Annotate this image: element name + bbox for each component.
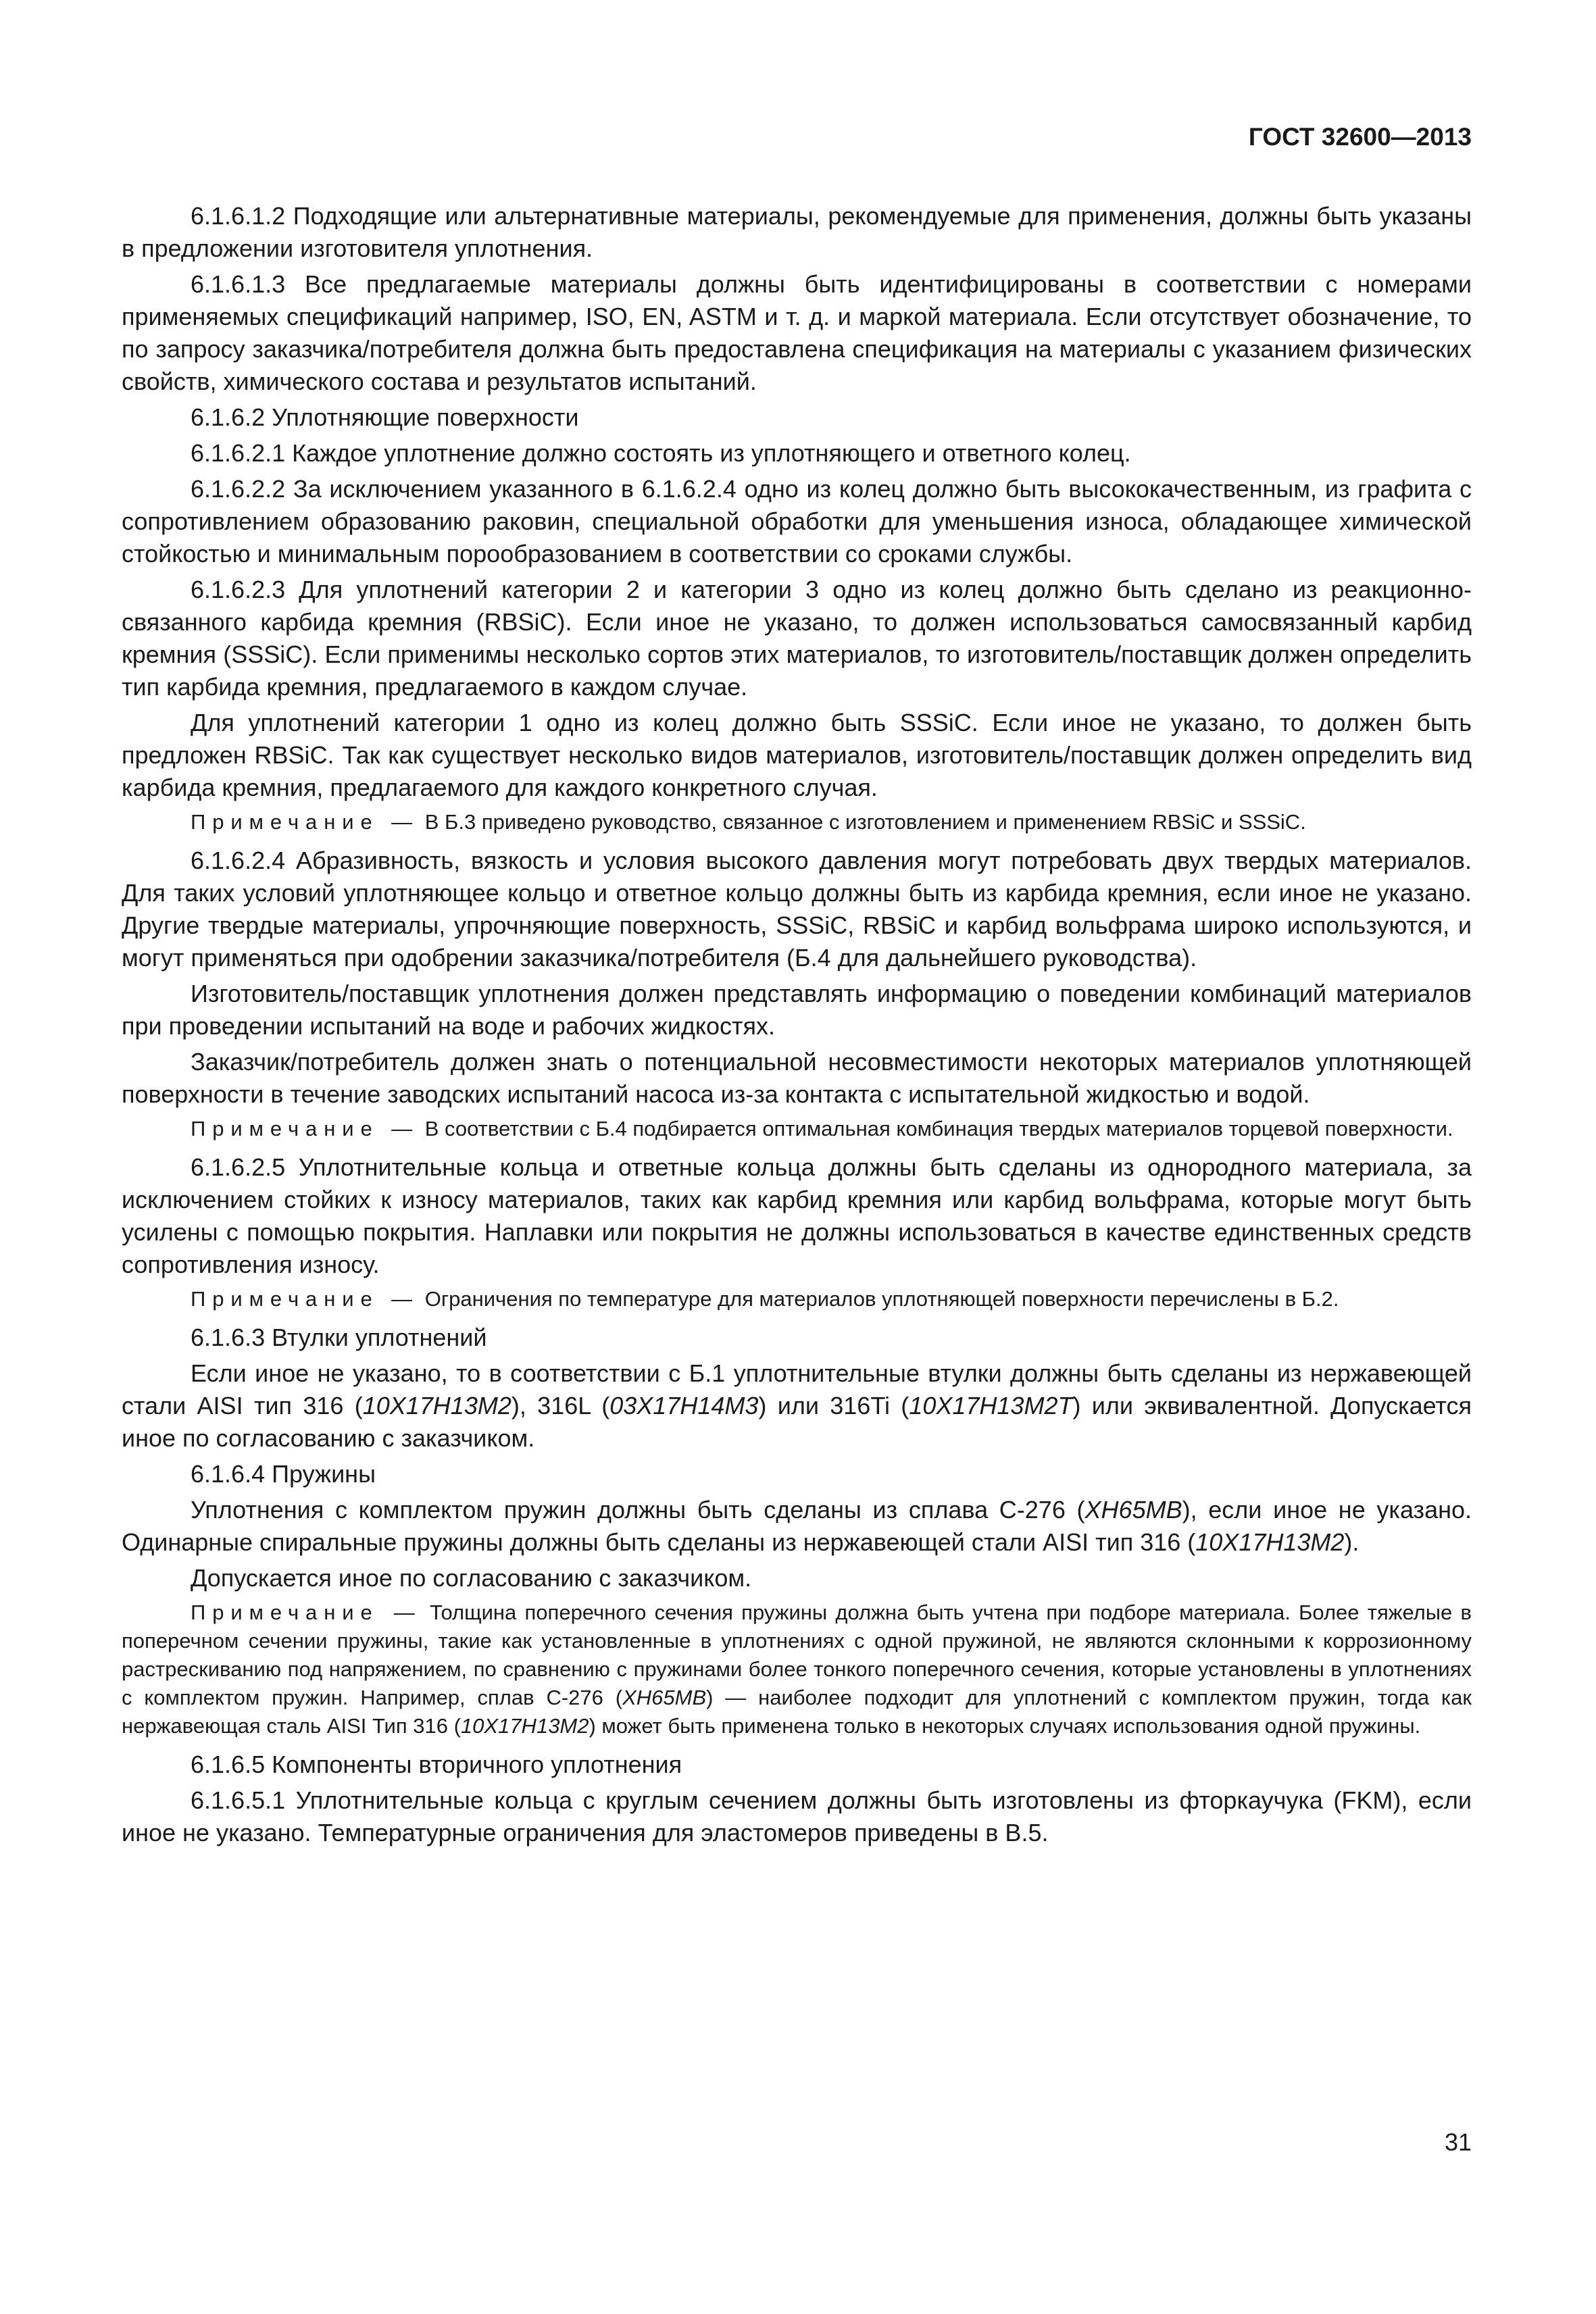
paragraph-6-1-6-2-4: 6.1.6.2.4 Абразивность, вязкость и условия высокого давления могут потребовать двух твердых материалов. Для таких условий уплотняющее кольцо и ответное кольцо должны быть из карбида кремния, если иное не указано. Другие твердые материалы, упрочняющие поверхность, SSSiC, RBSiC и карбид вольфрама широко используются, и могут применяться при одобрении заказчика/потребителя (Б.4 для дальнейшего руководства). (122, 847, 1472, 972)
text-run: ), если иное не указано. Одинарные спиральные пружины должны быть сделаны из нержавеющей стали AISI тип 316 ( (122, 1496, 1472, 1556)
paragraph-6-1-6-2-1: 6.1.6.2.1 Каждое уплотнение должно состоять из уплотняющего и ответного колец. (191, 439, 1131, 467)
note-text: ) — наиболее подходит для уплотнений с комплектом пружин, тогда как нержавеющая сталь AISI Тип 316 ( (122, 1686, 1472, 1738)
material-grade: 10Х17Н13М2Т (909, 1392, 1073, 1419)
material-grade: ХН65МВ (1084, 1496, 1182, 1524)
note-spring-thickness (122, 1599, 1472, 1740)
note-label: Примечание — (191, 1601, 422, 1624)
section-heading-sealing-surfaces: 6.1.6.2 Уплотняющие поверхности (191, 403, 579, 431)
paragraph-sleeves (122, 1357, 1472, 1455)
material-grade: ХН65МВ (622, 1686, 707, 1709)
note-text: ) может быть применена только в некоторых случаях использования одной пружины. (589, 1714, 1421, 1738)
material-grade: 10Х17Н13М2 (362, 1392, 512, 1419)
paragraph-category-1: Для уплотнений категории 1 одно из колец должно быть SSSiC. Если иное не указано, то должен быть предложен RBSiC. Так как существует несколько видов материалов, изготовитель/поставщик должен определить вид карбида кремния, предлагаемого для каждого конкретного случая. (122, 709, 1472, 801)
text-run: ) или эквивалентной. Допускается иное по согласованию с заказчиком. (122, 1392, 1472, 1452)
text-run: ) или 316Ti ( (758, 1392, 909, 1419)
text-run: ), 316L ( (511, 1392, 610, 1419)
section-heading-springs: 6.1.6.4 Пружины (191, 1460, 376, 1488)
standard-code-header: ГОСТ 32600—2013 (1248, 123, 1472, 151)
paragraph-6-1-6-2-5: 6.1.6.2.5 Уплотнительные кольца и ответные кольца должны быть сделаны из однородного материала, за исключением стойких к износу материалов, таких как карбид кремния или карбид вольфрама, которые могут быть усилены с помощью покрытия. Наплавки или покрытия не должны использоваться в качестве единственных средств сопротивления износу. (122, 1153, 1472, 1278)
note-b2 (122, 1285, 1472, 1313)
paragraph-springs (122, 1494, 1472, 1559)
material-grade: 10Х17Н13М2 (1195, 1528, 1345, 1556)
note-b3 (122, 808, 1472, 836)
document-body (122, 200, 1472, 1853)
paragraph-agreement: Допускается иное по согласованию с заказчиком. (191, 1564, 752, 1592)
page-number: 31 (1444, 2128, 1472, 2156)
note-label: Примечание — (191, 1287, 420, 1311)
note-text: Толщина поперечного сечения пружины должна быть учтена при подборе материала. Более тяжелые в поперечном сечении пружины, такие как установленные в уплотнениях с одной пружиной, не являются склонными к коррозионному растрескиванию под напряжением, по сравнению с пружинами более тонкого поперечного сечения, которые установлены в уплотнениях с комплектом пружин. Например, сплав С-276 ( (122, 1601, 1472, 1709)
section-heading-seal-sleeves: 6.1.6.3 Втулки уплотнений (191, 1324, 487, 1351)
material-grade: 10Х17Н13М2 (460, 1714, 589, 1738)
paragraph-6-1-6-1-3: 6.1.6.1.3 Все предлагаемые материалы должны быть идентифицированы в соответствии с номерами применяемых спецификаций например, ISO, EN, ASTM и т. д. и маркой материала. Если отсутствует обозначение, то по запросу заказчика/потребителя должна быть предоставлена спецификация на материалы с указанием физических свойств, химического состава и результатов испытаний. (122, 270, 1472, 395)
paragraph-6-1-6-2-3: 6.1.6.2.3 Для уплотнений категории 2 и категории 3 одно из колец должно быть сделано из реакционно-связанного карбида кремния (RBSiC). Если иное не указано, то должен использоваться самосвязанный карбид кремния (SSSiC). Если применимы несколько сортов этих материалов, то изготовитель/поставщик должен определить тип карбида кремния, предлагаемого в каждом случае. (122, 576, 1472, 701)
paragraph-6-1-6-2-2: 6.1.6.2.2 За исключением указанного в 6.1.6.2.4 одно из колец должно быть высококачественным, из графита с сопротивлением образованию раковин, специальной обработки для уменьшения износа, обладающее химической стойкостью и минимальным порообразованием в соответствии со сроками службы. (122, 475, 1472, 568)
paragraph-6-1-6-1-2: 6.1.6.1.2 Подходящие или альтернативные материалы, рекомендуемые для применения, должны быть указаны в предложении изготовителя уплотнения. (122, 202, 1472, 262)
text-run: Если иное не указано, то в соответствии с Б.1 уплотнительные втулки должны быть сделаны из нержавеющей стали AISI тип 316 ( (122, 1359, 1472, 1419)
paragraph-manufacturer-info: Изготовитель/поставщик уплотнения должен представлять информацию о поведении комбинаций материалов при проведении испытаний на воде и рабочих жидкостях. (122, 980, 1472, 1040)
note-text: Ограничения по температуре для материалов уплотняющей поверхности перечислены в Б.2. (424, 1287, 1339, 1311)
section-heading-secondary-seal: 6.1.6.5 Компоненты вторичного уплотнения (191, 1751, 682, 1778)
note-b4 (122, 1115, 1472, 1143)
paragraph-6-1-6-5-1: 6.1.6.5.1 Уплотнительные кольца с круглым сечением должны быть изготовлены из фторкаучука (FKM), если иное не указано. Температурные ограничения для эластомеров приведены в В.5. (122, 1786, 1472, 1846)
material-grade: 03Х17Н14М3 (609, 1392, 759, 1419)
note-text: В соответствии с Б.4 подбирается оптимальная комбинация твердых материалов торцевой поверхности. (424, 1117, 1453, 1140)
text-run: ). (1344, 1528, 1360, 1556)
text-run: Уплотнения с комплектом пружин должны быть сделаны из сплава С-276 ( (191, 1496, 1085, 1524)
paragraph-customer-awareness: Заказчик/потребитель должен знать о потенциальной несовместимости некоторых материалов уплотняющей поверхности в течение заводских испытаний насоса из-за контакта с испытательной жидкостью и водой. (122, 1048, 1472, 1108)
note-label: Примечание — (191, 1117, 420, 1140)
note-text: В Б.3 приведено руководство, связанное с изготовлением и применением RBSiC и SSSiC. (424, 810, 1306, 834)
note-label: Примечание — (191, 810, 420, 834)
